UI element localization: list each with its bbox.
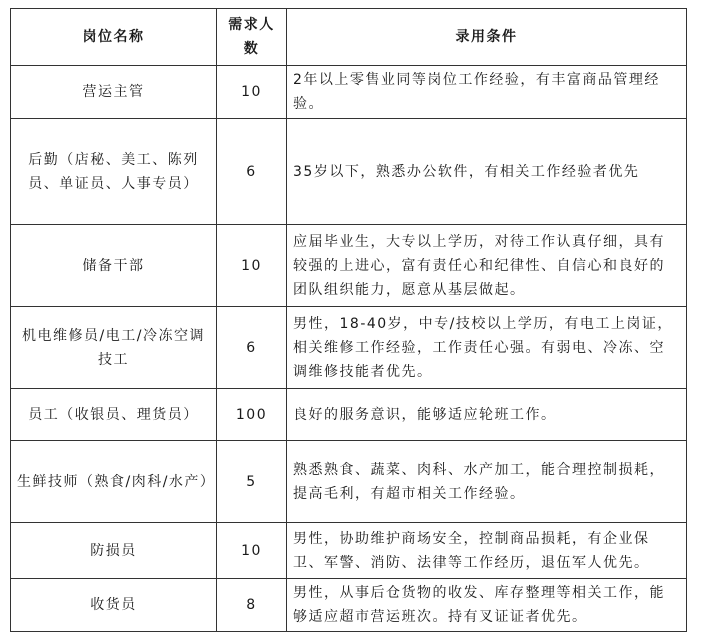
position-cell: 机电维修员/电工/冷冻空调技工 — [11, 307, 217, 389]
count-cell: 10 — [217, 66, 287, 119]
table-row — [11, 579, 687, 632]
recruitment-table — [10, 8, 687, 632]
requirement-cell: 2年以上零售业同等岗位工作经验，有丰富商品管理经验。 — [287, 66, 687, 119]
table-row — [11, 225, 687, 307]
requirement-cell: 男性，从事后仓货物的收发、库存整理等相关工作，能够适应超市营运班次。持有叉证证者优先。 — [287, 579, 687, 632]
requirement-cell: 良好的服务意识，能够适应轮班工作。 — [287, 389, 687, 441]
count-cell: 100 — [217, 389, 287, 441]
count-cell: 5 — [217, 441, 287, 523]
position-cell: 储备干部 — [11, 225, 217, 307]
count-cell: 10 — [217, 225, 287, 307]
count-cell: 10 — [217, 523, 287, 579]
requirement-cell: 应届毕业生，大专以上学历，对待工作认真仔细，具有较强的上进心，富有责任心和纪律性、自信心和良好的团队组织能力，愿意从基层做起。 — [287, 225, 687, 307]
table-row — [11, 389, 687, 441]
position-cell: 员工（收银员、理货员） — [11, 389, 217, 441]
header-position: 岗位名称 — [11, 9, 217, 66]
table-row — [11, 307, 687, 389]
position-cell: 收货员 — [11, 579, 217, 632]
table-row — [11, 523, 687, 579]
header-requirement: 录用条件 — [287, 9, 687, 66]
count-cell: 8 — [217, 579, 287, 632]
header-count: 需求人数 — [217, 9, 287, 66]
position-cell: 营运主管 — [11, 66, 217, 119]
position-cell: 防损员 — [11, 523, 217, 579]
table-row — [11, 119, 687, 225]
table-row — [11, 66, 687, 119]
count-cell: 6 — [217, 307, 287, 389]
count-cell: 6 — [217, 119, 287, 225]
table-header-row — [11, 9, 687, 66]
position-cell: 后勤（店秘、美工、陈列员、单证员、人事专员） — [11, 119, 217, 225]
requirement-cell: 男性，18-40岁，中专/技校以上学历，有电工上岗证，相关维修工作经验，工作责任心强。有弱电、冷冻、空调维修技能者优先。 — [287, 307, 687, 389]
requirement-cell: 35岁以下，熟悉办公软件，有相关工作经验者优先 — [287, 119, 687, 225]
position-cell: 生鲜技师（熟食/肉科/水产） — [11, 441, 217, 523]
requirement-cell: 男性，协助维护商场安全，控制商品损耗，有企业保卫、军警、消防、法律等工作经历，退伍军人优先。 — [287, 523, 687, 579]
table-row — [11, 441, 687, 523]
requirement-cell: 熟悉熟食、蔬菜、肉科、水产加工，能合理控制损耗，提高毛利，有超市相关工作经验。 — [287, 441, 687, 523]
